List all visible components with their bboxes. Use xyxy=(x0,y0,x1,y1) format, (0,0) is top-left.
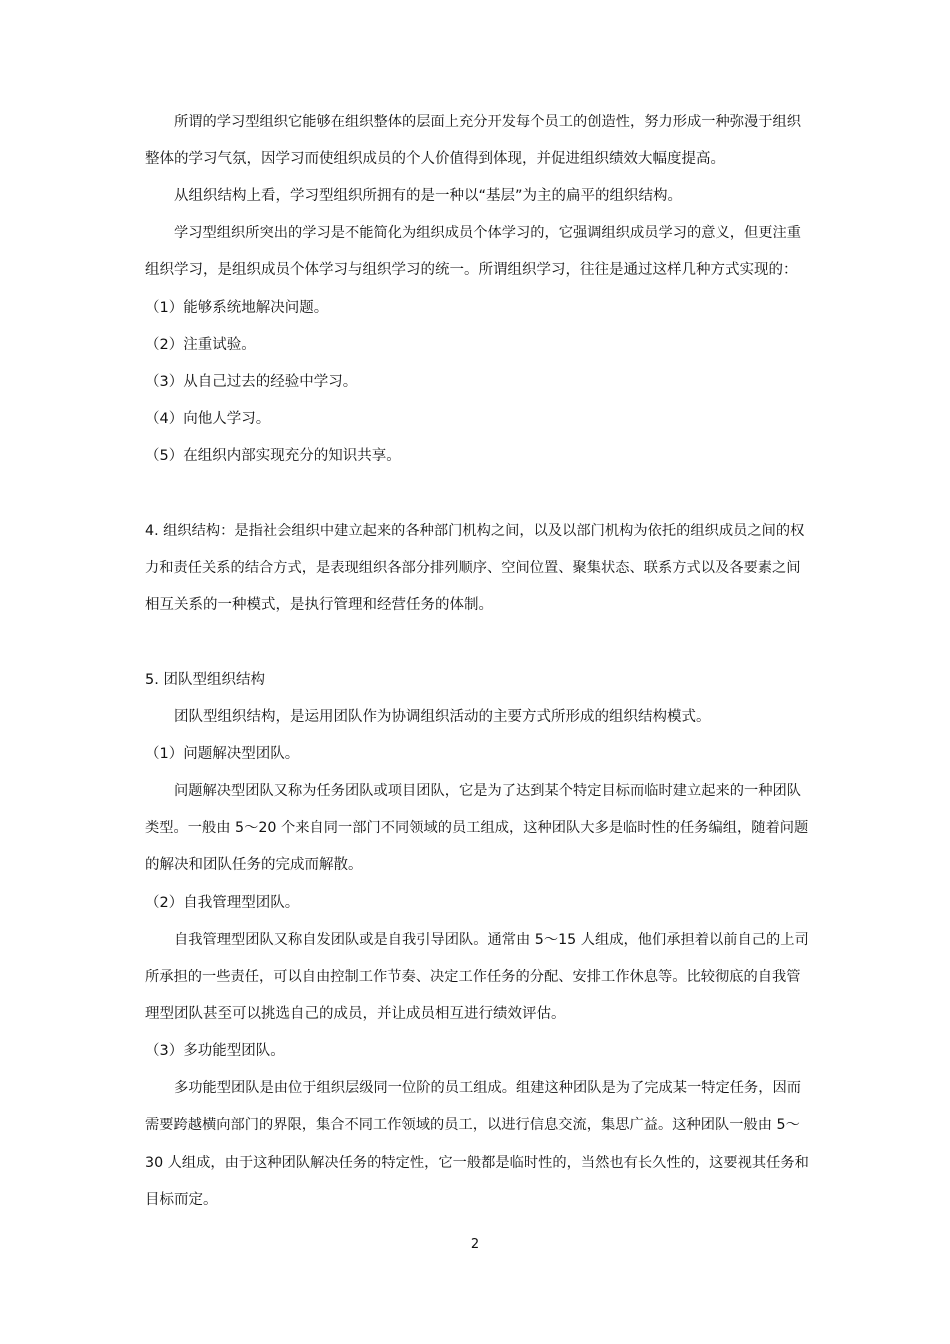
paragraph-line: 组织学习，是组织成员个体学习与组织学习的统一。所谓组织学习，往往是通过这样几种方式实现的： xyxy=(145,262,798,278)
paragraph-line: 整体的学习气氛，因学习而使组织成员的个人价值得到体现，并促进组织绩效大幅度提高。 xyxy=(145,151,725,167)
paragraph-line: 理型团队甚至可以挑选自己的成员，并让成员相互进行绩效评估。 xyxy=(145,1006,566,1022)
section-heading: 5. 团队型组织结构 xyxy=(145,672,265,688)
paragraph-line: 相互关系的一种模式，是执行管理和经营任务的体制。 xyxy=(145,597,493,613)
section-heading-line: 4. 组织结构：是指社会组织中建立起来的各种部门机构之间，以及以部门机构为依托的组织成员之间的权 xyxy=(145,523,805,539)
page-number: 2 xyxy=(470,1237,480,1252)
paragraph-line: 问题解决型团队又称为任务团队或项目团队，它是为了达到某个特定目标而临时建立起来的一种团队 xyxy=(174,783,802,799)
paragraph-line: 类型。一般由 5～20 个来自同一部门不同领域的员工组成，这种团队大多是临时性的任务编组，随着问题 xyxy=(145,820,809,836)
list-item: （5）在组织内部实现充分的知识共享。 xyxy=(145,448,401,464)
list-item: （3）从自己过去的经验中学习。 xyxy=(145,374,358,390)
paragraph-line: 的解决和团队任务的完成而解散。 xyxy=(145,857,363,873)
paragraph-line: 从组织结构上看，学习型组织所拥有的是一种以“基层”为主的扁平的组织结构。 xyxy=(174,188,683,204)
list-item: （1）能够系统地解决问题。 xyxy=(145,300,329,316)
paragraph-line: 所承担的一些责任，可以自由控制工作节奏、决定工作任务的分配、安排工作休息等。比较彻底的自我管 xyxy=(145,969,801,985)
list-item: （4）向他人学习。 xyxy=(145,411,271,427)
paragraph-line: 自我管理型团队又称自发团队或是自我引导团队。通常由 5～15 人组成，他们承担着以前自己的上司 xyxy=(174,932,809,948)
list-item: （2）注重试验。 xyxy=(145,337,256,353)
list-item: （1）问题解决型团队。 xyxy=(145,746,300,762)
paragraph-line: 团队型组织结构，是运用团队作为协调组织活动的主要方式所形成的组织结构模式。 xyxy=(174,709,711,725)
paragraph-line: 所谓的学习型组织它能够在组织整体的层面上充分开发每个员工的创造性，努力形成一种弥漫于组织 xyxy=(174,114,802,130)
paragraph-line: 目标而定。 xyxy=(145,1192,218,1208)
list-item: （2）自我管理型团队。 xyxy=(145,895,300,911)
paragraph-line: 30 人组成，由于这种团队解决任务的特定性，它一般都是临时性的，当然也有长久性的，这要视其任务和 xyxy=(145,1155,809,1171)
paragraph-line: 需要跨越横向部门的界限，集合不同工作领域的员工，以进行信息交流，集思广益。这种团队一般由 5～ xyxy=(145,1117,800,1133)
paragraph-line: 力和责任关系的结合方式，是表现组织各部分排列顺序、空间位置、聚集状态、联系方式以及各要素之间 xyxy=(145,560,801,576)
paragraph-line: 学习型组织所突出的学习是不能简化为组织成员个体学习的，它强调组织成员学习的意义，但更注重 xyxy=(174,225,802,241)
list-item: （3）多功能型团队。 xyxy=(145,1043,285,1059)
paragraph-line: 多功能型团队是由位于组织层级同一位阶的员工组成。组建这种团队是为了完成某一特定任务，因而 xyxy=(174,1080,802,1096)
